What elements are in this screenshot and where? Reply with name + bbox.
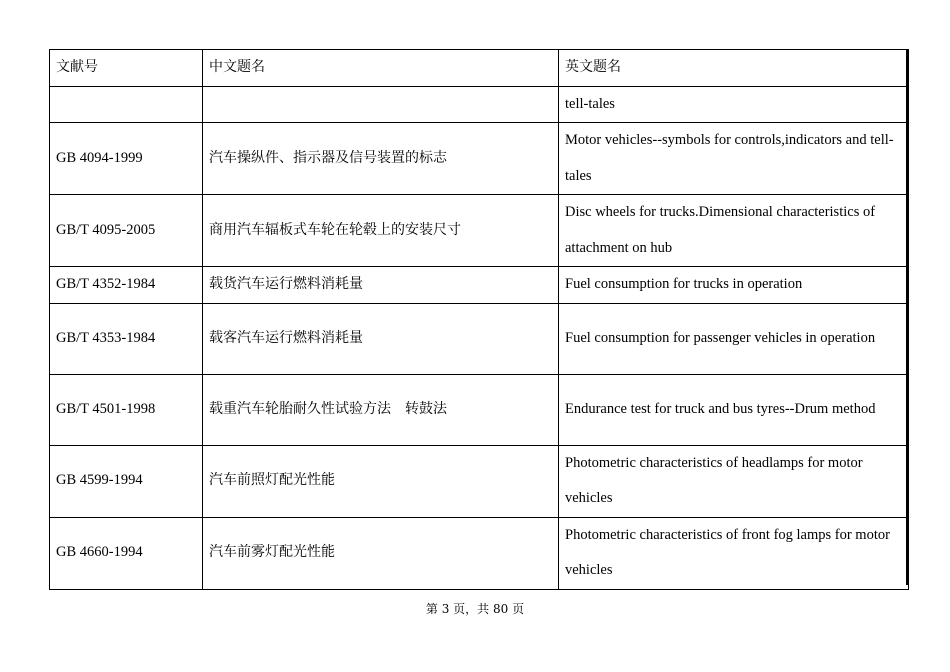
doc-number-cell: GB 4094-1999 bbox=[50, 123, 203, 195]
chinese-title-cell: 商用汽车辐板式车轮在轮毂上的安装尺寸 bbox=[203, 195, 559, 267]
english-title-cell: Photometric characteristics of headlamps for motor vehicles bbox=[559, 445, 909, 517]
table-row bbox=[50, 267, 909, 304]
table-right-border bbox=[906, 49, 908, 585]
english-title-cell: Fuel consumption for passenger vehicles in operation bbox=[559, 303, 909, 374]
table-row bbox=[50, 86, 909, 123]
table-row bbox=[50, 303, 909, 374]
header-doc-number: 文献号 bbox=[50, 50, 203, 87]
doc-number-cell: GB/T 4352-1984 bbox=[50, 267, 203, 304]
chinese-title-cell: 汽车前雾灯配光性能 bbox=[203, 517, 559, 589]
doc-number-cell: GB/T 4353-1984 bbox=[50, 303, 203, 374]
chinese-title-cell: 载重汽车轮胎耐久性试验方法 转鼓法 bbox=[203, 374, 559, 445]
table-row bbox=[50, 445, 909, 517]
chinese-title-cell: 汽车操纵件、指示器及信号装置的标志 bbox=[203, 123, 559, 195]
doc-number-cell: GB 4660-1994 bbox=[50, 517, 203, 589]
table-row bbox=[50, 517, 909, 589]
chinese-title-cell: 载客汽车运行燃料消耗量 bbox=[203, 303, 559, 374]
standards-table bbox=[49, 49, 909, 590]
table-row bbox=[50, 123, 909, 195]
chinese-title-cell bbox=[203, 86, 559, 123]
page-footer: 第 3 页，共 80 页 bbox=[425, 602, 525, 616]
english-title-cell: Photometric characteristics of front fog lamps for motor vehicles bbox=[559, 517, 909, 589]
english-title-cell: Disc wheels for trucks.Dimensional characteristics of attachment on hub bbox=[559, 195, 909, 267]
doc-number-cell: GB/T 4095-2005 bbox=[50, 195, 203, 267]
english-title-cell: Fuel consumption for trucks in operation bbox=[559, 267, 909, 304]
english-title-cell: Motor vehicles--symbols for controls,indicators and tell-tales bbox=[559, 123, 909, 195]
table-row bbox=[50, 195, 909, 267]
doc-number-cell: GB 4599-1994 bbox=[50, 445, 203, 517]
header-chinese-title: 中文题名 bbox=[203, 50, 559, 87]
chinese-title-cell: 载货汽车运行燃料消耗量 bbox=[203, 267, 559, 304]
doc-number-cell bbox=[50, 86, 203, 123]
doc-number-cell: GB/T 4501-1998 bbox=[50, 374, 203, 445]
table-row bbox=[50, 374, 909, 445]
chinese-title-cell: 汽车前照灯配光性能 bbox=[203, 445, 559, 517]
english-title-cell: Endurance test for truck and bus tyres--Drum method bbox=[559, 374, 909, 445]
header-english-title: 英文题名 bbox=[559, 50, 909, 87]
english-title-cell: tell-tales bbox=[559, 86, 909, 123]
table-header-row bbox=[50, 50, 909, 87]
